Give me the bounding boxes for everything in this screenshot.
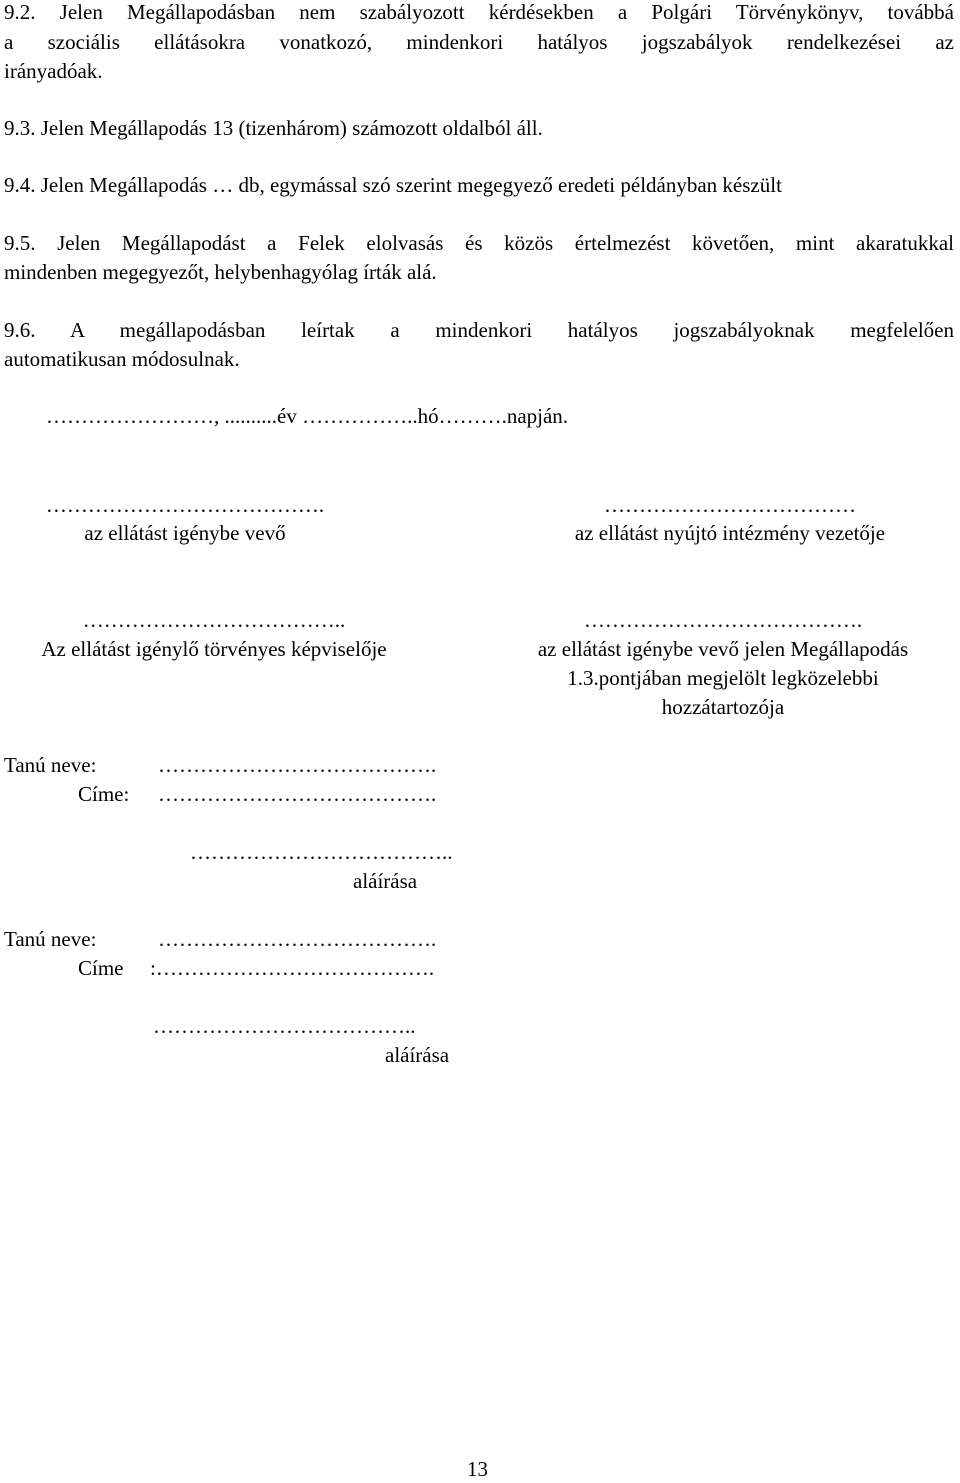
witness-1-name-dots: ………………………………….: [158, 753, 437, 777]
paragraph-9-5-line-2: mindenben megegyezőt, helybenhagyólag írták alá.: [4, 260, 437, 284]
paragraph-9-6-line-1: 9.6. A megállapodásban leírtak a mindenkori hatályos jogszabályoknak megfelelően: [4, 318, 954, 342]
signature-4-dots: ………………………………….: [583, 608, 863, 632]
paragraph-9-3: 9.3. Jelen Megállapodás 13 (tizenhárom) számozott oldalból áll.: [4, 116, 543, 140]
signature-4-label-line-3: hozzátartozója: [661, 695, 785, 719]
paragraph-9-2-line-3: irányadóak.: [4, 59, 103, 83]
signature-3-label: Az ellátást igénylő törvényes képviselője: [41, 637, 387, 661]
signature-1-label: az ellátást igénybe vevő: [84, 521, 286, 545]
paragraph-9-6-line-2: automatikusan módosulnak.: [4, 347, 240, 371]
witness-2-signature-label: aláírása: [385, 1043, 450, 1067]
witness-2-name-label: Tanú neve:: [4, 927, 97, 951]
paragraph-9-2-line-2: a szociális ellátásokra vonatkozó, mindenkori hatályos jogszabályok rendelkezései az: [4, 30, 954, 54]
signature-1-dots: ………………………………….: [45, 493, 325, 517]
witness-2-name-dots: ………………………………….: [158, 927, 437, 951]
witness-1-address-label: Címe:: [78, 782, 130, 806]
signature-4-label-line-2: 1.3.pontjában megjelölt legközelebbi: [567, 666, 879, 690]
signature-4-label-line-1: az ellátást igénybe vevő jelen Megállapodás: [537, 637, 909, 661]
paragraph-9-2-line-1: 9.2. Jelen Megállapodásban nem szabályozott kérdésekben a Polgári Törvénykönyv, továbbá: [4, 0, 954, 24]
witness-2-address-label: Címe: [78, 956, 124, 980]
signature-2-label: az ellátást nyújtó intézmény vezetője: [574, 521, 886, 545]
paragraph-9-4: 9.4. Jelen Megállapodás … db, egymással szó szerint megegyező eredeti példányban készült: [4, 173, 782, 197]
witness-1-address-dots: ………………………………….: [158, 782, 437, 806]
witness-2-address-dots: :………………………………….: [150, 956, 435, 980]
signature-2-dots: ………………………………: [604, 493, 856, 517]
witness-1-signature-label: aláírása: [353, 869, 418, 893]
paragraph-9-5-line-1: 9.5. Jelen Megállapodást a Felek elolvasás és közös értelmezést követően, mint akaratukkal: [4, 231, 954, 255]
witness-1-name-label: Tanú neve:: [4, 753, 97, 777]
page-number: 13: [467, 1457, 488, 1481]
date-line: ……………………, ..........év ……………..hó……….napján.: [46, 404, 569, 428]
witness-1-signature-dots: ………………………………..: [190, 840, 453, 864]
witness-2-signature-dots: ………………………………..: [153, 1014, 416, 1038]
signature-3-dots: ………………………………..: [82, 608, 346, 632]
